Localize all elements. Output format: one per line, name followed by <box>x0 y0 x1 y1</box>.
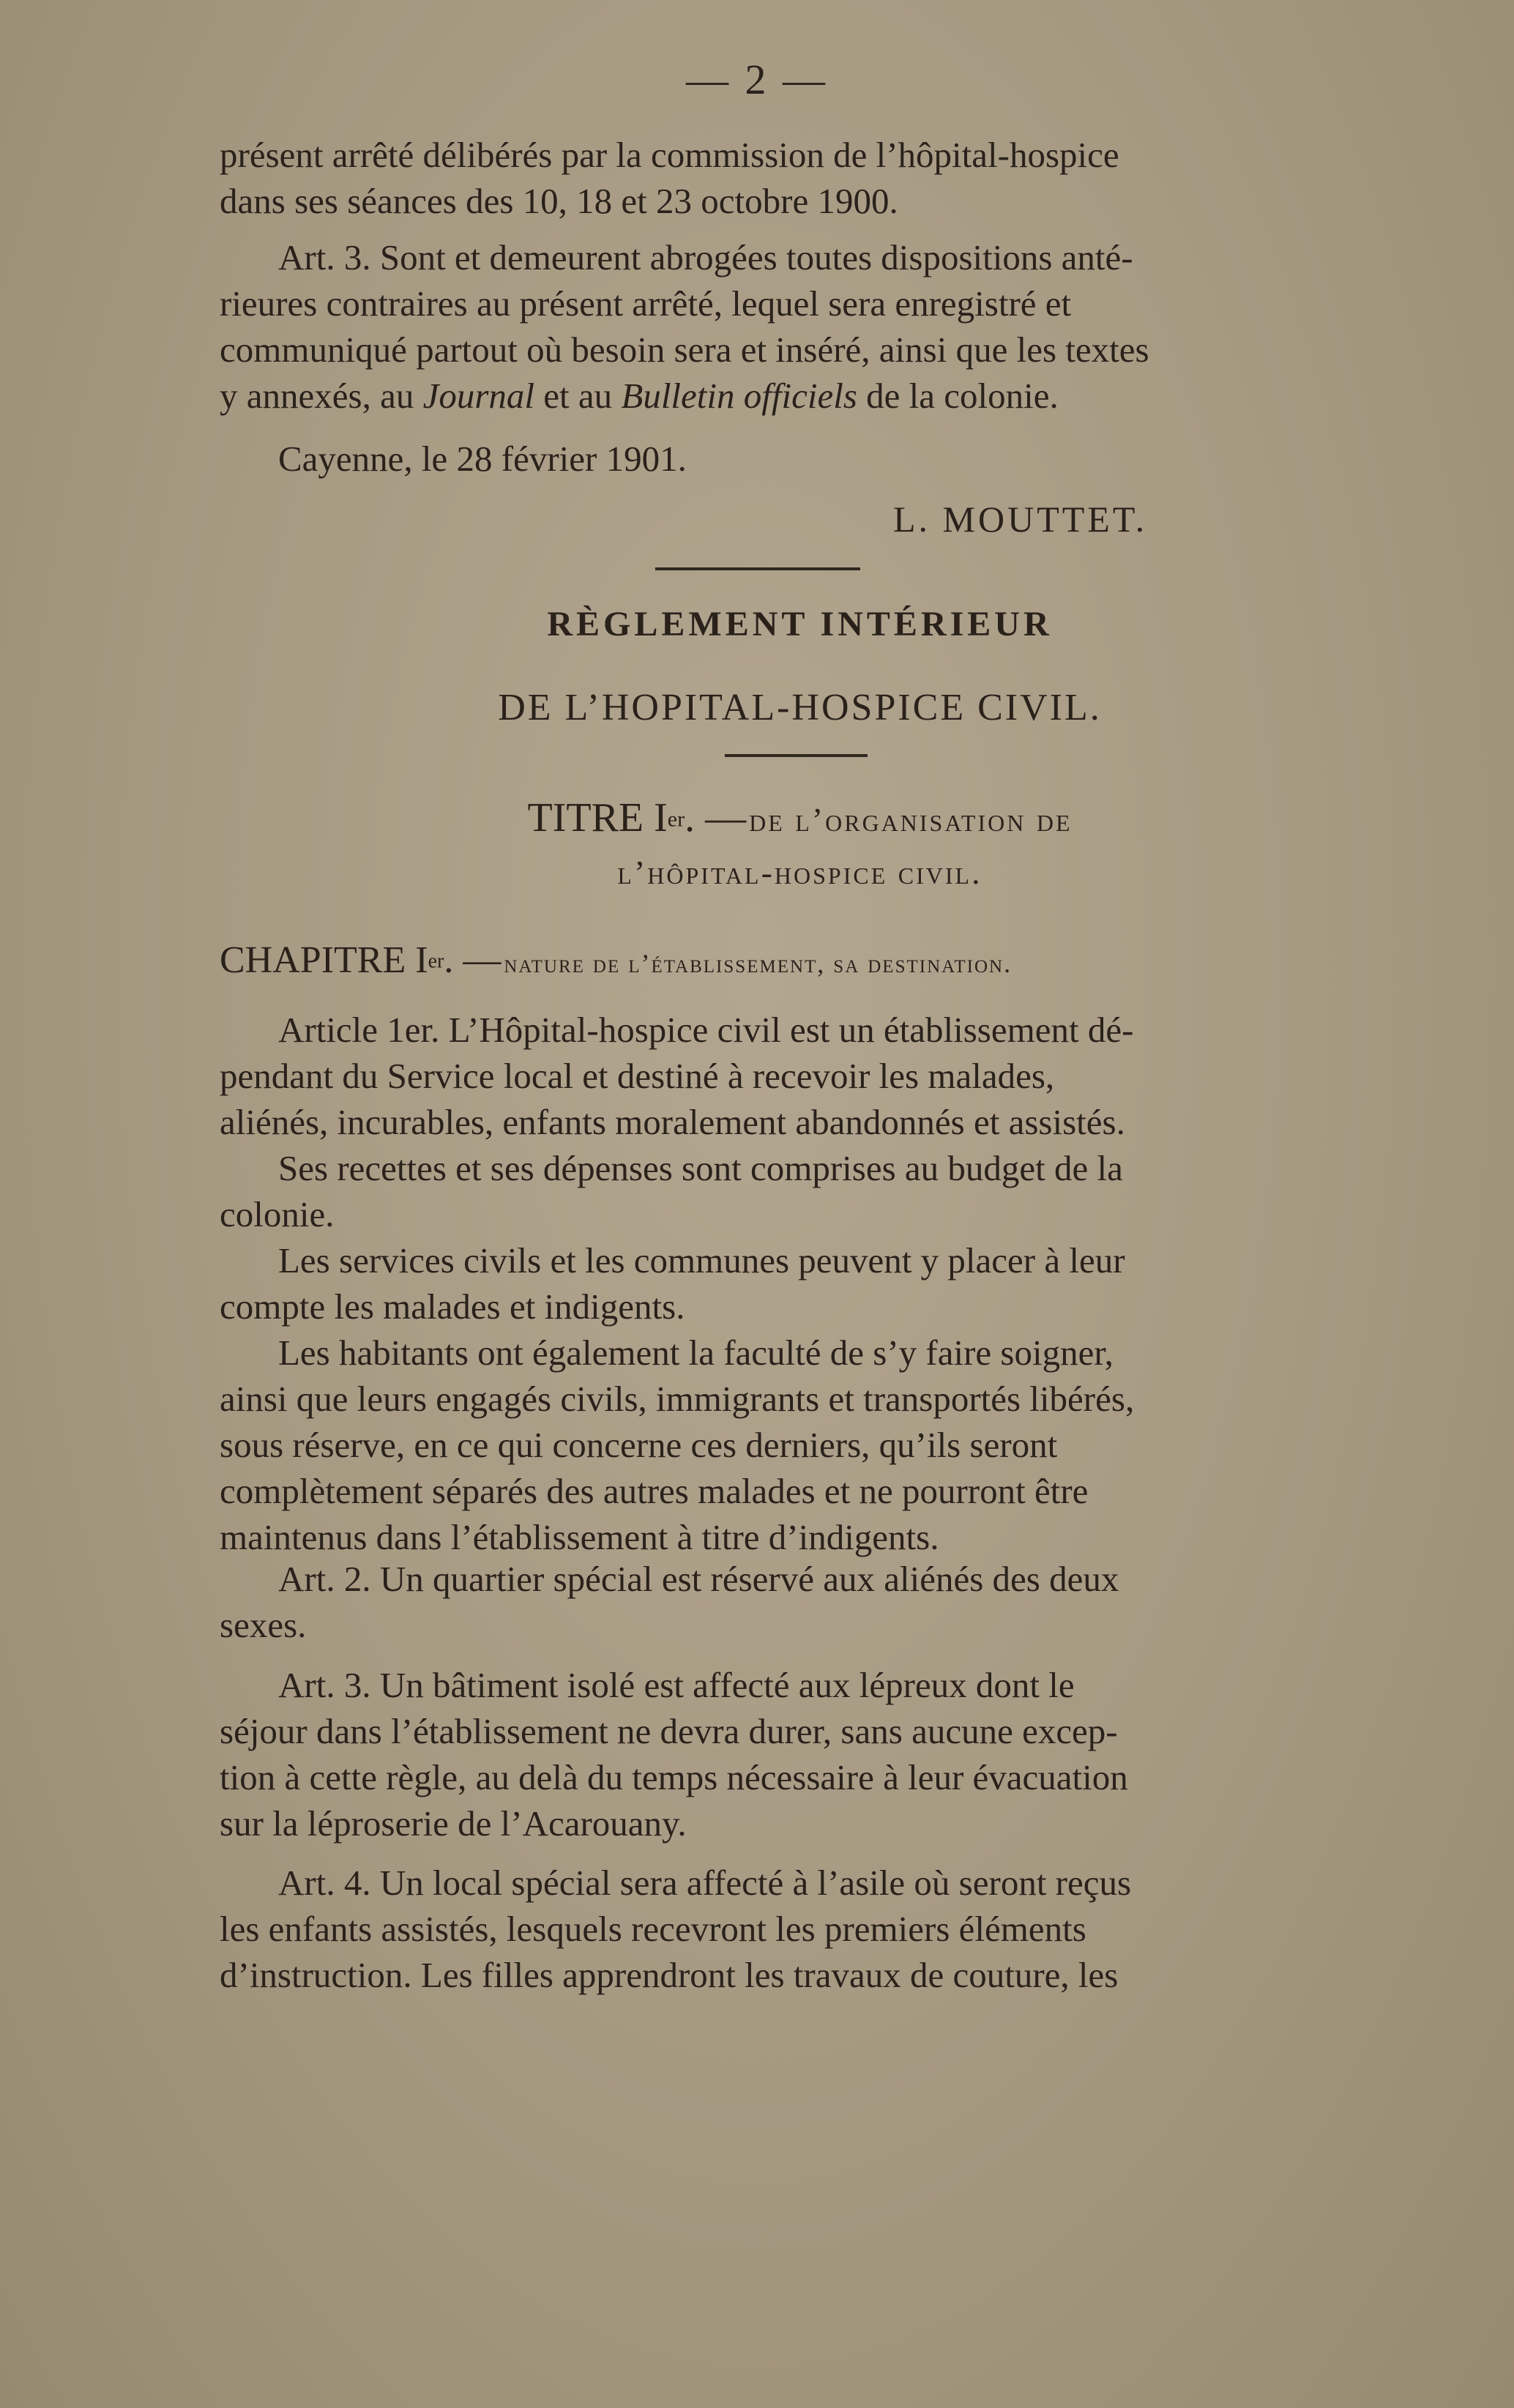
text-line: d’instruction. Les filles apprendront les travaux de couture, les <box>220 1955 1119 1995</box>
text-line: aliénés, incurables, enfants moralement abandonnés et assistés. <box>220 1102 1125 1142</box>
heading-reglement: RÈGLEMENT INTÉRIEUR <box>547 605 1053 644</box>
titre-dash: . — <box>685 795 747 840</box>
article-3 <box>220 1662 1380 1846</box>
text-fragment: et au <box>534 376 622 416</box>
text-line: tion à cette règle, au delà du temps nécessaire à leur évacuation <box>220 1757 1128 1797</box>
chapitre-dash: . — <box>444 939 501 981</box>
titre-sup: er <box>667 807 685 832</box>
text-line: Article 1er. L’Hôpital-hospice civil est un établissement dé- <box>278 1010 1134 1050</box>
text-line: Ses recettes et ses dépenses sont comprises au budget de la <box>278 1148 1123 1188</box>
titre-heading <box>220 794 1380 841</box>
text-line: dans ses séances des 10, 18 et 23 octobre 1900. <box>220 181 898 221</box>
text-line: Art. 2. Un quartier spécial est réservé aux aliénés des deux <box>278 1559 1119 1599</box>
place-date <box>220 436 1380 482</box>
article-3-arrete <box>220 234 1380 419</box>
text-line: Art. 3. Sont et demeurent abrogées toutes dispositions anté- <box>278 237 1133 277</box>
journal-word: Journal <box>422 376 535 416</box>
text-line: Art. 3. Un bâtiment isolé est affecté aux lépreux dont le <box>278 1665 1075 1705</box>
chapitre-sup: er <box>428 950 444 973</box>
signature: L. MOUTTET. <box>893 499 1148 540</box>
divider-rule <box>655 567 860 570</box>
text-line: complètement séparés des autres malades et ne pourront être <box>220 1471 1089 1511</box>
text-line: présent arrêté délibérés par la commission de l’hôpital-hospice <box>220 135 1119 175</box>
text-line: Art. 4. Un local spécial sera affecté à l’asile où seront reçus <box>278 1863 1132 1903</box>
chapitre-rest: nature de l’établissement, sa destination. <box>504 949 1013 978</box>
article-2 <box>220 1556 1380 1648</box>
text-fragment: y annexés, au <box>220 376 423 416</box>
text-line: Les habitants ont également la faculté de s’y faire soigner, <box>278 1332 1114 1373</box>
text-line: séjour dans l’établissement ne devra durer, sans aucune excep- <box>220 1711 1118 1751</box>
titre-rest: de l’organisation de <box>749 801 1073 838</box>
page-number: — 2 — <box>686 56 828 103</box>
text-line: communiqué partout où besoin sera et inséré, ainsi que les textes <box>220 329 1149 370</box>
text-line: colonie. <box>220 1194 335 1234</box>
text-line: ainsi que leurs engagés civils, immigrants et transportés libérés, <box>220 1379 1135 1419</box>
text-line: compte les malades et indigents. <box>220 1286 685 1327</box>
divider-rule-short <box>725 754 868 757</box>
text-line: sexes. <box>220 1605 307 1645</box>
bulletin-words: Bulletin officiels <box>621 376 857 416</box>
intro-paragraph <box>220 132 1380 224</box>
text-fragment: de la colonie. <box>857 376 1059 416</box>
text-line: maintenus dans l’établissement à titre d’indigents. <box>220 1517 939 1557</box>
text-line: rieures contraires au présent arrêté, lequel sera enregistré et <box>220 283 1072 324</box>
titre-label: TITRE I <box>527 795 668 840</box>
text-line: sous réserve, en ce qui concerne ces derniers, qu’ils seront <box>220 1425 1058 1465</box>
text-line: sur la léproserie de l’Acarouany. <box>220 1803 687 1844</box>
heading-hopital: DE L’HOPITAL-HOSPICE CIVIL. <box>498 687 1102 728</box>
text-line: Les services civils et les communes peuvent y placer à leur <box>278 1240 1125 1281</box>
article-4 <box>220 1860 1380 1998</box>
text-line <box>220 373 1380 419</box>
titre-line2: l’hôpital-hospice civil. <box>617 854 982 891</box>
place-date-text: Cayenne, le 28 février 1901. <box>278 439 687 479</box>
chapitre-label: CHAPITRE I <box>220 939 428 981</box>
article-1 <box>220 1007 1380 1560</box>
chapitre-heading <box>220 939 1380 982</box>
text-line: pendant du Service local et destiné à recevoir les malades, <box>220 1056 1055 1096</box>
text-line: les enfants assistés, lesquels recevront les premiers éléments <box>220 1909 1086 1949</box>
